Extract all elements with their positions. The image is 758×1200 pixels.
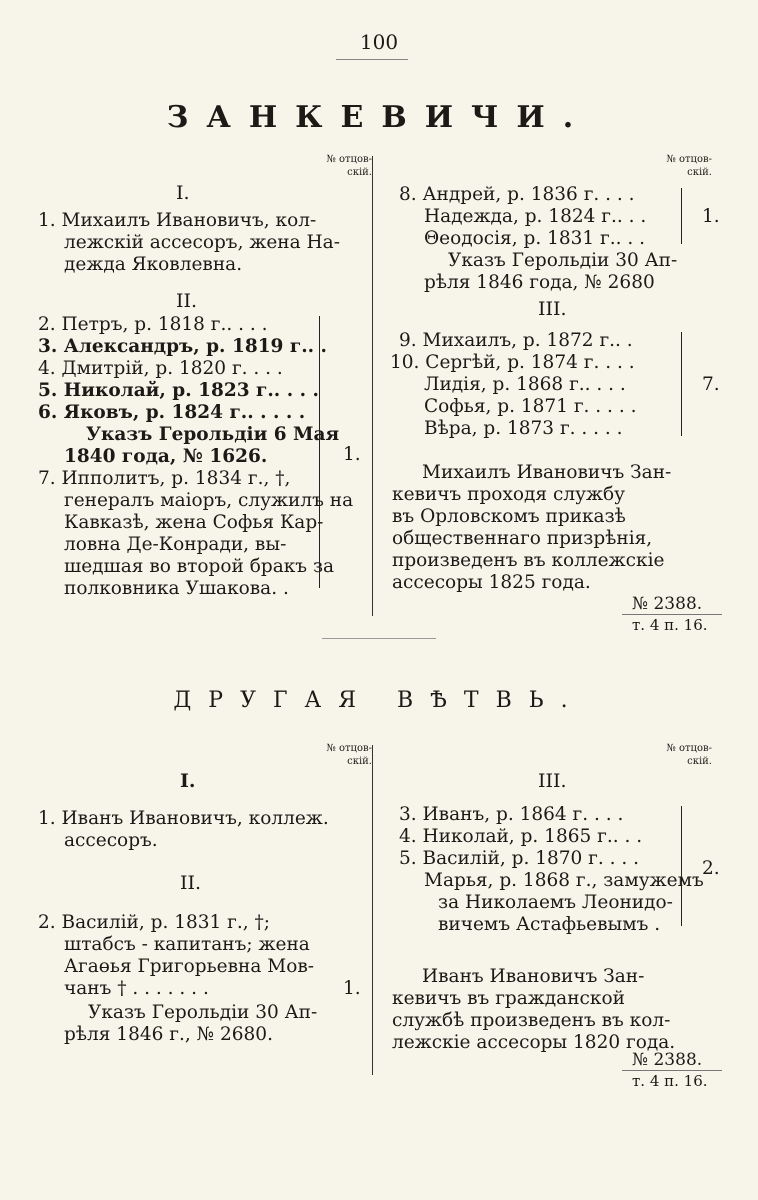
entry-2: 2. Петръ, р. 1818 г.. . . . [38,314,268,335]
entry-8-sister-feodosia: Θеодосія, р. 1831 г.. . . [424,228,646,249]
brace-gen3b [679,806,682,926]
generation-heading-1: I. [176,182,190,204]
center-column-rule-2 [372,745,373,1075]
father-reference-1: 1. [343,444,361,465]
entry-marya: Марья, р. 1868 г., замужемъ за Николаемъ Леонидо- вичемъ Астафьевымъ . [424,870,704,935]
center-column-rule [372,156,373,616]
generation-heading-2b: II. [180,872,202,894]
column-header-right: № отцов- скій. [666,154,712,178]
column-header-right-2: № отцов- скій. [666,743,712,767]
note-ivan: Иванъ Ивановичъ Зан- кевичъ въ гражданской службѣ произведенъ въ кол- лежскіе ассесоры 1820 года. [392,966,676,1053]
entry-4: 4. Дмитрій, р. 1820 г. . . . [38,358,283,379]
decree-1840: Указъ Герольдіи 6 Мая 1840 года, № 1626. [64,424,340,467]
section-title-other-branch: ДРУГАЯ ВѢТВЬ. [173,688,585,713]
note-mikhail: Михаилъ Ивановичъ Зан- кевичъ проходя службу въ Орловскомъ приказѣ общественнаго призрѣнія, произведенъ въ коллежскіе ассесоры 1825 года. [392,462,672,593]
entry-7: 7. Ипполитъ, р. 1834 г., †, генералъ маіоръ, служилъ на Кавказѣ, жена Софья Кар- ловна Де-Конради, вы- шедшая во второй бракъ за полковника Ушакова. . [38,468,354,599]
page-title: ЗАНКЕВИЧИ. [166,100,592,135]
entry-8-sister-nadezhda: Надежда, р. 1824 г.. . . [424,206,647,227]
archive-rule-2 [622,1070,722,1071]
decree-1846: Указъ Герольдіи 30 Ап- рѣля 1846 года, № 2680 [424,250,678,293]
generation-heading-1b: I. [180,770,196,792]
father-reference-7: 7. [702,374,720,395]
section-separator [322,638,436,639]
entry-6: 6. Яковъ, р. 1824 г.. . . . . [38,402,306,423]
generation-heading-3: III. [538,298,567,320]
archive-number-2: № 2388. [632,1050,703,1070]
entry-10-sister-vera: Вѣра, р. 1873 г. . . . . [424,418,623,439]
entry-3: 3. Александръ, р. 1819 г.. . [38,336,327,357]
archive-location-1: т. 4 п. 16. [632,616,708,634]
entry-vasily-junior: 5. Василій, р. 1870 г. . . . [399,848,640,869]
entry-ivan-senior: 1. Иванъ Ивановичъ, коллеж. ассесоръ. [38,808,329,851]
father-reference-2: 2. [702,858,720,879]
archive-number-1: № 2388. [632,594,703,614]
generation-heading-3b: III. [538,770,567,792]
column-header-left: № отцов- скій. [326,154,372,178]
entry-10-sister-sofia: Софья, р. 1871 г. . . . . [424,396,637,417]
entry-10-sister-lidia: Лидія, р. 1868 г.. . . . [424,374,626,395]
entry-ivan-junior: 3. Иванъ, р. 1864 г. . . . [399,804,624,825]
decree-1846-b: Указъ Герольдіи 30 Ап- рѣля 1846 г., № 2680. [64,1002,318,1045]
archive-rule-1 [622,614,722,615]
father-reference-1c: 1. [343,978,361,999]
generation-heading-2: II. [176,290,198,312]
brace-sons-gen2 [317,316,320,588]
father-reference-1b: 1. [702,206,720,227]
brace-entry-8 [679,188,682,244]
archive-location-2: т. 4 п. 16. [632,1072,708,1090]
brace-gen3 [679,332,682,436]
entry-1: 1. Михаилъ Ивановичъ, кол- лежскій ассесоръ, жена На- дежда Яковлевна. [38,210,340,275]
entry-10: 10. Сергѣй, р. 1874 г. . . . [390,352,635,373]
page-number-rule [336,59,408,60]
entry-9: 9. Михаилъ, р. 1872 г.. . [399,330,633,351]
entry-nikolai: 4. Николай, р. 1865 г.. . . [399,826,643,847]
page-number: 100 [359,30,399,54]
column-header-left-2: № отцов- скій. [326,743,372,767]
entry-vasily: 2. Василій, р. 1831 г., †; штабсъ - капитанъ; жена Агаөья Григорьевна Мов- чанъ † . . . . . . . [38,912,315,999]
entry-5: 5. Николай, р. 1823 г.. . . . [38,380,319,401]
entry-8: 8. Андрей, р. 1836 г. . . . [399,184,635,205]
